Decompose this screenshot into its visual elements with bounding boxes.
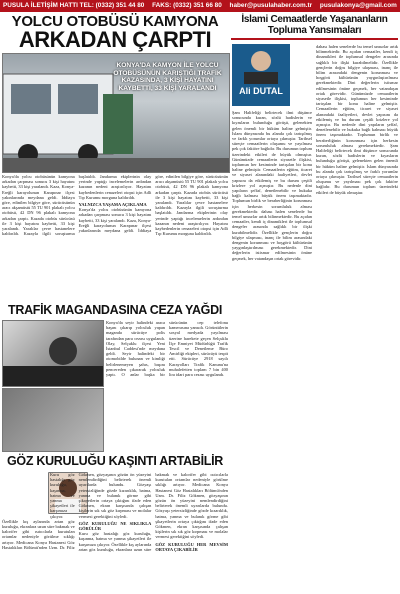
column-text-2: Günümüzde cemaatlerin siyasetle ilişkisi, toplumun her kesiminde tartışılan bir konu haline gelmiştir. Cemaatlerin eğitim, ticaret ve siyaset alanındaki faaliyetleri, devlet yapısını da etkilemiş ve bu durum çeşitli krizlere yol açmıştır. Bu nedenle dini yapıların şeffaf, denetlenebilir ve hukuka bağlı kalması büyük önem taşımaktadır. Toplumun birlik ve beraberliğinin korunması için herkesin sorumluluk alması gerekmektedir. [232, 156, 312, 214]
contact-bar [0, 0, 400, 12]
news-column [2, 14, 228, 51]
column-text-1: Şam Halifeliği belirtecek ilmi düşünce sonucunda kuran, sözlü hadislerin ve kıyasların bulunduğu görüşü, gelenekten gelen önemli bir hüküm haline gelmiştir. İslam dünyasında bu alanda çok tartışılmış ve farklı yorumlar ortaya çıkmıştır. Tarihsel süreçte cemaatlerin oluşumu ve yayılması pek çok faktöre bağlıdır. Bu durumun toplum üzerindeki etkileri de büyük olmuştur. [232, 110, 312, 157]
story2-body [106, 320, 228, 450]
story1-body [2, 174, 228, 300]
story3-body [2, 472, 228, 590]
author-portrait [232, 44, 290, 84]
story1-headline-2: ARKADAN ÇARPTI [18, 27, 212, 52]
column-text-4: dahası halen senelerde bu temel unsurlar artık bilinmektedir. Bu açıdan cemaatler, kendi iç dinamikleri ile toplumsal dengeler arasında sağlıklı bir ilişki kurabilmelidir. Özellikle gençlerin doğru bilgiye ulaşması, inanç ile bilim arasındaki dengenin korunması ve hoşgörü kültürünün yaygınlaştırılması gerekmektedir. Dini değerlerin istismar edilmesinin önüne geçmek, her vatandaşın ortak görevidir. [316, 44, 398, 96]
divider [231, 38, 398, 40]
column-title-2: Topluma Yansımaları [267, 25, 362, 36]
email-2: pusulakonya@gmail.com [319, 2, 397, 9]
story3-body-text-2: Kuru göz hastalığı göz kuruluğu, kaşınma, batma ve yanma şikayetleri ile karşımıza çıkıyor. Özellikle kış aylarında artan göz kuruluğu, ekranlara uzun süre bakmak ve kalorifer gibi ısıtıcılarla kurutulan ortamlar nedeniyle görülme sıklığı artıyor. Medicana Konya Hastanesi Göz Hastalıkları Bölümü'nden Uzm. Dr. Filiz Gökmen, gözyaşının gözün ön yüzeyini nemlendirdiğini belirterek önemli uyarılarda bulundu. Gözyaşı yetersizliğinde gözde kızarıklık, batma, yanma ve bulanık görme gibi şikayetlerin ortaya çıktığını ifade eden Gökmen, ekran karşısında çalışan kişilerin sık sık göz kırpması ve molalar vermesi gerektiğini söyledi. [78, 472, 228, 552]
story1-body-text-2: Konya'da yolcu otobüsünün kamyona arkadan çarpması sonucu 3 kişi hayatını kaybetti, 33 kişi yaralandı. Kaza, Konya-Ereğli karayolunun Karapınar ilçesi yakınlarında meydana geldi. İddiaya göre, edinilen bilgiye göre, sürücüsünün aracı akşamüstü 55 TU 901 plakalı yolcu otobüsü, 42 DN 96 plakalı kamyona arkadan çarptı. Kazada otobüs sürücüsü ile 3 kişi hayatını kaybetti, 33 kişi yaralandı. Yaralılar çevre hastanelere kaldırıldı. Kazayla ilgili soruşturma başlatıldı. Jandarma ekiplerinin olay yerinde yaptığı incelemelerin ardından kazanın nedeni araştırılıyor. Hayatını kaybedenlerin cenazeleri otopsi için Adli Tıp Kurumu morguna kaldırıldı. [78, 174, 228, 237]
story1-headline-1: YOLCU OTOBÜSÜ KAMYONA [11, 13, 219, 30]
column-text-5: Günümüzde cemaatlerin siyasetle ilişkisi, toplumun her kesiminde tartışılan bir konu haline gelmiştir. Cemaatlerin eğitim, ticaret ve siyaset alanındaki faaliyetleri, devlet yapısını da etkilemiş ve bu durum çeşitli krizlere yol açmıştır. Bu nedenle dini yapıların şeffaf, denetlenebilir ve hukuka bağlı kalması büyük önem taşımaktadır. Toplumun birlik ve beraberliğinin korunması için herkesin sorumluluk alması gerekmektedir. [316, 90, 398, 148]
column-text-6: Şam Halifeliği belirtecek ilmi düşünce sonucunda kuran, sözlü hadislerin ve kıyasların bulunduğu görüşü, gelenekten gelen önemli bir hüküm haline gelmiştir. İslam dünyasında bu alanda çok tartışılmış ve farklı yorumlar ortaya çıkmıştır. Tarihsel süreçte cemaatlerin oluşumu ve yayılması pek çok faktöre bağlıdır. Bu durumun toplum üzerindeki etkileri de büyük olmuştur. [316, 142, 398, 195]
column-body-a [232, 110, 312, 590]
story3-subhead-1: GÖZ KURULUĞU NE SIKLIKLA GÖRÜLÜR [78, 520, 152, 532]
fax-line: FAKS: (0332) 351 66 80 [152, 2, 222, 9]
phone-line: PUSULA İLETİŞİM HATTI TEL: (0332) 351 44 80 [3, 2, 145, 9]
story2-headline: TRAFİK MAGANDASINA CEZA YAĞDI [8, 303, 222, 317]
story2-body-text: Konya'da seyir halindeki araca başını çıkarıp yolculuk yapan maganda sürücüye polis tarafından para cezası uygulandı. Olay, Selçuklu ilçesi Yeni İstanbul Caddesi'nde meydana geldi. Seyir halindeki bir otomobilde bulunan ve kimliği belirlenemeyen şahıs, başını pencereden çıkararak yolculuk yaptı. O anlar başka bir sürücünün cep telefonu kamerasına yansıdı. Görüntülerin sosyal medyada yayılması üzerine harekete geçen Selçuklu İlçe Emniyet Müdürlüğü Trafik Tescil ve Denetleme Büro Amirliği ekipleri, sürücüyü tespit etti. Sürücüye 2918 sayılı Karayolları Trafik Kanunu'na muhalefetten toplam 7 bin 400 lira idari para cezası uygulandı. [106, 320, 228, 378]
story3-headline: GÖZ KURULUĞU KAŞINTI ARTABİLİR [7, 454, 223, 468]
car-window-photo [2, 388, 104, 452]
column-text-3: dahası halen senelerde bu temel unsurlar artık bilinmektedir. Bu açıdan cemaatler, kendi iç dinamikleri ile toplumsal dengeler arasında sağlıklı bir ilişki kurabilmelidir. Özellikle gençlerin doğru bilgiye ulaşması, inanç ile bilim arasındaki dengenin korunması ve hoşgörü kültürünün yaygınlaştırılması gerekmektedir. Dini değerlerin istismar edilmesinin önüne geçmek, her vatandaşın ortak görevidir. [232, 208, 312, 261]
column-title-1: İslami Cemaatlerde Yaşananların [241, 14, 388, 25]
email-1: haber@pusulahaber.com.tr [229, 2, 313, 9]
story1-overlay: KONYA'DA KAMYON İLE YOLCU OTOBÜSÜNÜN KARIŞTIĞI TRAFİK KAZASINDA, 3 KİŞİ HAYATINI KAYBETTİ, 33 KİŞİ YARALANDI [113, 62, 222, 92]
author-box [232, 44, 290, 106]
story3-body-text: Kuru göz hastalığı göz kuruluğu, kaşınma, batma ve yanma şikayetleri ile karşımıza çıkıyor. Özellikle kış aylarında artan göz kuruluğu, ekranlara uzun süre bakmak ve kalorifer gibi ısıtıcılarla kurutulan ortamlar nedeniyle görülme sıklığı artıyor. Medicana Konya Hastanesi Göz Hastalıkları Bölümü'nden Uzm. Dr. Filiz Gökmen, gözyaşının gözün ön yüzeyini nemlendirdiğini belirterek önemli uyarılarda bulundu. Gözyaşı yetersizliğinde gözde kızarıklık, batma, yanma ve bulanık görme gibi şikayetlerin ortaya çıktığını ifade eden Gökmen, ekran karşısında çalışan kişilerin sık sık göz kırpması ve molalar vermesi gerektiğini söyledi. [2, 472, 152, 550]
column-body-b [316, 44, 398, 590]
author-name: Ali DUTAL [239, 86, 283, 96]
story1-body-text: Konya'da yolcu otobüsünün kamyona arkadan çarpması sonucu 3 kişi hayatını kaybetti, 33 kişi yaralandı. Kaza, Konya-Ereğli karayolunun Karapınar ilçesi yakınlarında meydana geldi. İddiaya göre, edinilen bilgiye göre, sürücüsünün aracı akşamüstü 55 TU 901 plakalı yolcu otobüsü, 42 DN 96 plakalı kamyona arkadan çarptı. Kazada otobüs sürücüsü ile 3 kişi hayatını kaybetti, 33 kişi yaralandı. Yaralılar çevre hastanelere kaldırıldı. Kazayla ilgili soruşturma başlatıldı. Jandarma ekiplerinin olay yerinde yaptığı incelemelerin ardından kazanın nedeni araştırılıyor. Hayatını kaybedenlerin cenazeleri otopsi için Adli Tıp Kurumu morguna kaldırıldı. [2, 174, 152, 237]
story1-subhead: YALNIZCA YAŞAMA AÇIKLAMA [78, 202, 147, 208]
story3-subhead-2: GÖZ KURULUĞU HER MEVSİM ORTAYA ÇIKABİLİR [155, 541, 228, 552]
opinion-column [231, 14, 398, 40]
car-passenger-photo [2, 320, 104, 387]
car-illustration [3, 321, 103, 386]
